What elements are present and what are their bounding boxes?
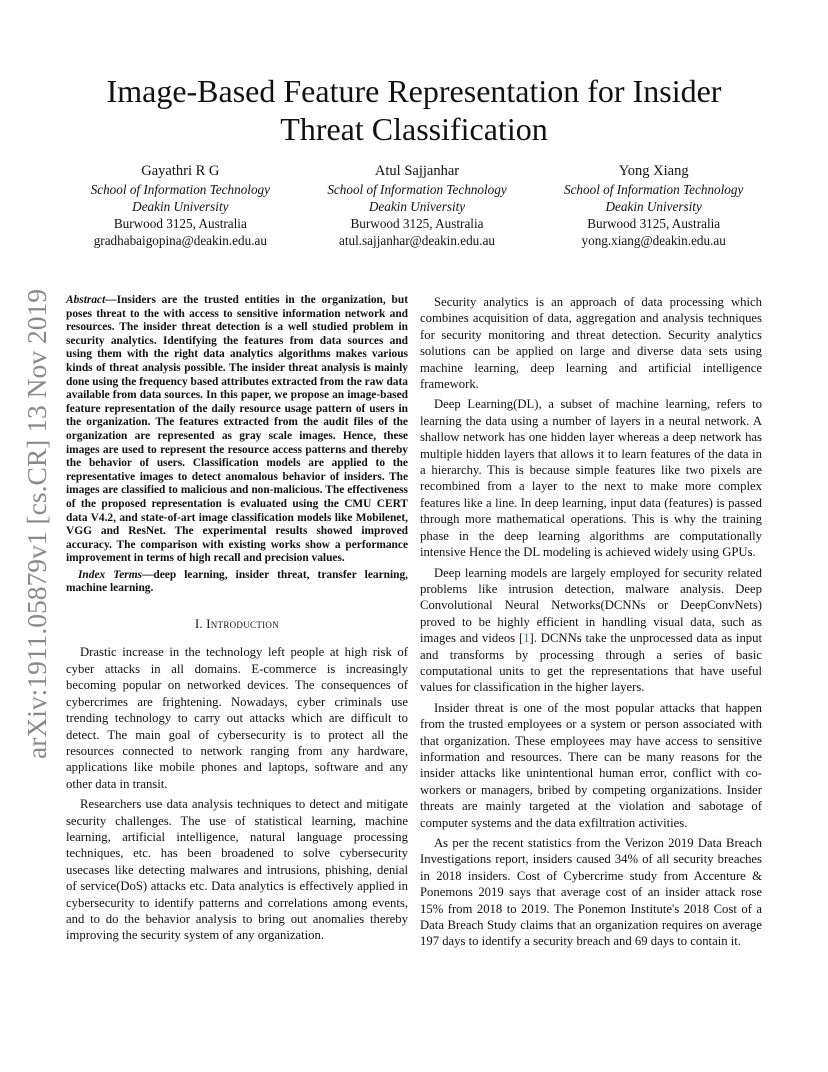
author-address: Burwood 3125, Australia: [350, 216, 484, 231]
paragraph: Insider threat is one of the most popular attacks that happen from the trusted employees or a system or person associated with that organization. These employees may have access to sensitive information and resources. There can be many reasons for the insider attacks like unintentional human error, conflict with co-workers or managers, bribed by competing organizations. Insider threats are mainly targeted at the violation and sabotage of computer systems and the data exfiltration activities.: [420, 700, 762, 830]
author-name: Atul Sajjanhar: [374, 163, 460, 179]
author-university: Deakin University: [132, 199, 229, 214]
arxiv-stamp: [4, 285, 68, 765]
abstract-text: —Insiders are the trusted entities in the organization, but poses threat to the with access to sensitive information network and resources. The insider threat detection is a well studied problem in security analytics. Identifying the features from data sources and using them with the right data analytics algorithms makes various kinds of threat analysis possible. The insider threat analysis is mainly done using the frequency based attributes extracted from the raw data available from data sources. In this paper, we propose an image-based feature representation of the daily resource usage pattern of users in the organization. The features extracted from the audit files of the organization are represented as gray scale images. Hence, these images are used to represent the resource access patterns and thereby the behavior of users. Classification models are applied to the representative images to detect anomalous behavior of insiders. The images are classified to malicious and non-malicious. The effectiveness of the proposed representation is evaluated using the CMU CERT data V4.2, and state-of-art image classification models like Mobilenet, VGG and ResNet. The experimental results showed improved accuracy. The comparison with existing works show a performance improvement in terms of high recall and precision values.: [66, 294, 408, 565]
right-column: [420, 294, 762, 954]
paragraph: Drastic increase in the technology left people at high risk of cyber attacks in all domains. E-commerce is increasingly becoming popular on networked devices. The consequences of cybercrimes are frightening. Nowadays, cyber criminals use trending technology to carry out attacks which are difficult to detect. The main goal of cybersecurity is to protect all the resources connected to network ranging from any hardware, applications like mobile phones and laptops, software and any other data in transit.: [66, 645, 408, 791]
arxiv-stamp-text: arXiv:1911.05879v1 [cs.CR] 13 Nov 2019: [22, 298, 52, 759]
author-email[interactable]: gradhabaigopina@deakin.edu.au: [93, 233, 267, 248]
author-address: Burwood 3125, Australia: [587, 216, 721, 231]
paragraph: [420, 565, 762, 696]
author-name: Gayathri R G: [141, 163, 220, 179]
paragraph-text: ]. DCNNs take the unprocessed data as input and transforms by processing through a series of basic computational units to get the representations that have useful values for classification in the higher layers.: [420, 631, 762, 695]
paragraph-text: Deep learning models are largely employed for security related problems like intrusion detection, malware analysis. Deep Convolutional Neural Networks(DCNNs or DeepConvNets) proved to be highly efficient in handling visual data, such as images and videos [: [420, 565, 762, 646]
author-affiliation: School of Information Technology: [90, 182, 271, 197]
index-terms-text: —deep learning, insider threat, transfer learning, machine learning.: [66, 568, 408, 595]
author-email[interactable]: atul.sajjanhar@deakin.edu.au: [338, 233, 496, 248]
author-affiliation: School of Information Technology: [327, 182, 507, 197]
paper-title: Image-Based Feature Representation for Insider Threat Classification: [106, 73, 722, 147]
paragraph: Deep Learning(DL), a subset of machine learning, refers to learning the data using a number of layers in a neural network. A shallow network has one hidden layer whereas a deep network has multiple hidden layers that allows it to learn features of the data in a hierarchy. This is because simple features like two pixels are recombined from a layer to the next to make more complex features like a line. In deep learning, input data (features) is passed through more mathematical operations. This is why the training phase in the deep learning algorithms are computationally intensive Hence the DL modeling is achieved widely using GPUs.: [420, 397, 762, 560]
author-2: [299, 163, 536, 249]
author-3: [535, 163, 772, 249]
abstract: [66, 294, 408, 566]
author-name: Yong Xiang: [618, 163, 689, 179]
author-university: Deakin University: [368, 199, 466, 214]
section-heading-introduction: I. Introduction: [194, 617, 280, 632]
author-email[interactable]: yong.xiang@deakin.edu.au: [581, 233, 726, 248]
index-terms-lead: Index Terms: [78, 568, 142, 581]
paragraph: Security analytics is an approach of data processing which combines acquisition of data, aggregation and analysis techniques for security monitoring and threat detection. Security analytics solutions can be applied on large and diverse data sets using machine learning, deep learning and artificial intelligence framework.: [420, 295, 762, 392]
author-address: Burwood 3125, Australia: [113, 216, 247, 231]
citation-link[interactable]: 1: [523, 631, 530, 646]
paragraph: As per the recent statistics from the Verizon 2019 Data Breach Investigations report, insiders caused 34% of all security breaches in 2018 insiders. Cost of Cybercrime study from Accenture & Ponemons 2019 says that average cost of an insider attack rose 15% from 2018 to 2019. The Ponemon Institute's 2018 Cost of a Data Breach Study claims that an organization requires on average 197 days to identify a security breach and 69 days to contain it.: [420, 836, 762, 949]
paragraph: Researchers use data analysis techniques to detect and mitigate security challenges. The use of statistical learning, machine learning, artificial intelligence, natural language processing techniques, etc. has been broadened to solve cybersecurity usecases like detecting malwares and intrusions, phishing, denial of service(DoS) attacks etc. Data analytics is effectively applied in cybersecurity to identify patterns and correlations among events, and to do the behavior analysis to bring out anomalies thereby improving the security system of any organization.: [66, 797, 408, 943]
author-1: [62, 163, 299, 249]
index-terms: [66, 569, 408, 596]
author-affiliation: School of Information Technology: [563, 182, 744, 197]
author-university: Deakin University: [605, 199, 702, 214]
left-column: [66, 294, 408, 948]
abstract-lead: Abstract: [66, 294, 106, 306]
author-block: [62, 163, 772, 249]
